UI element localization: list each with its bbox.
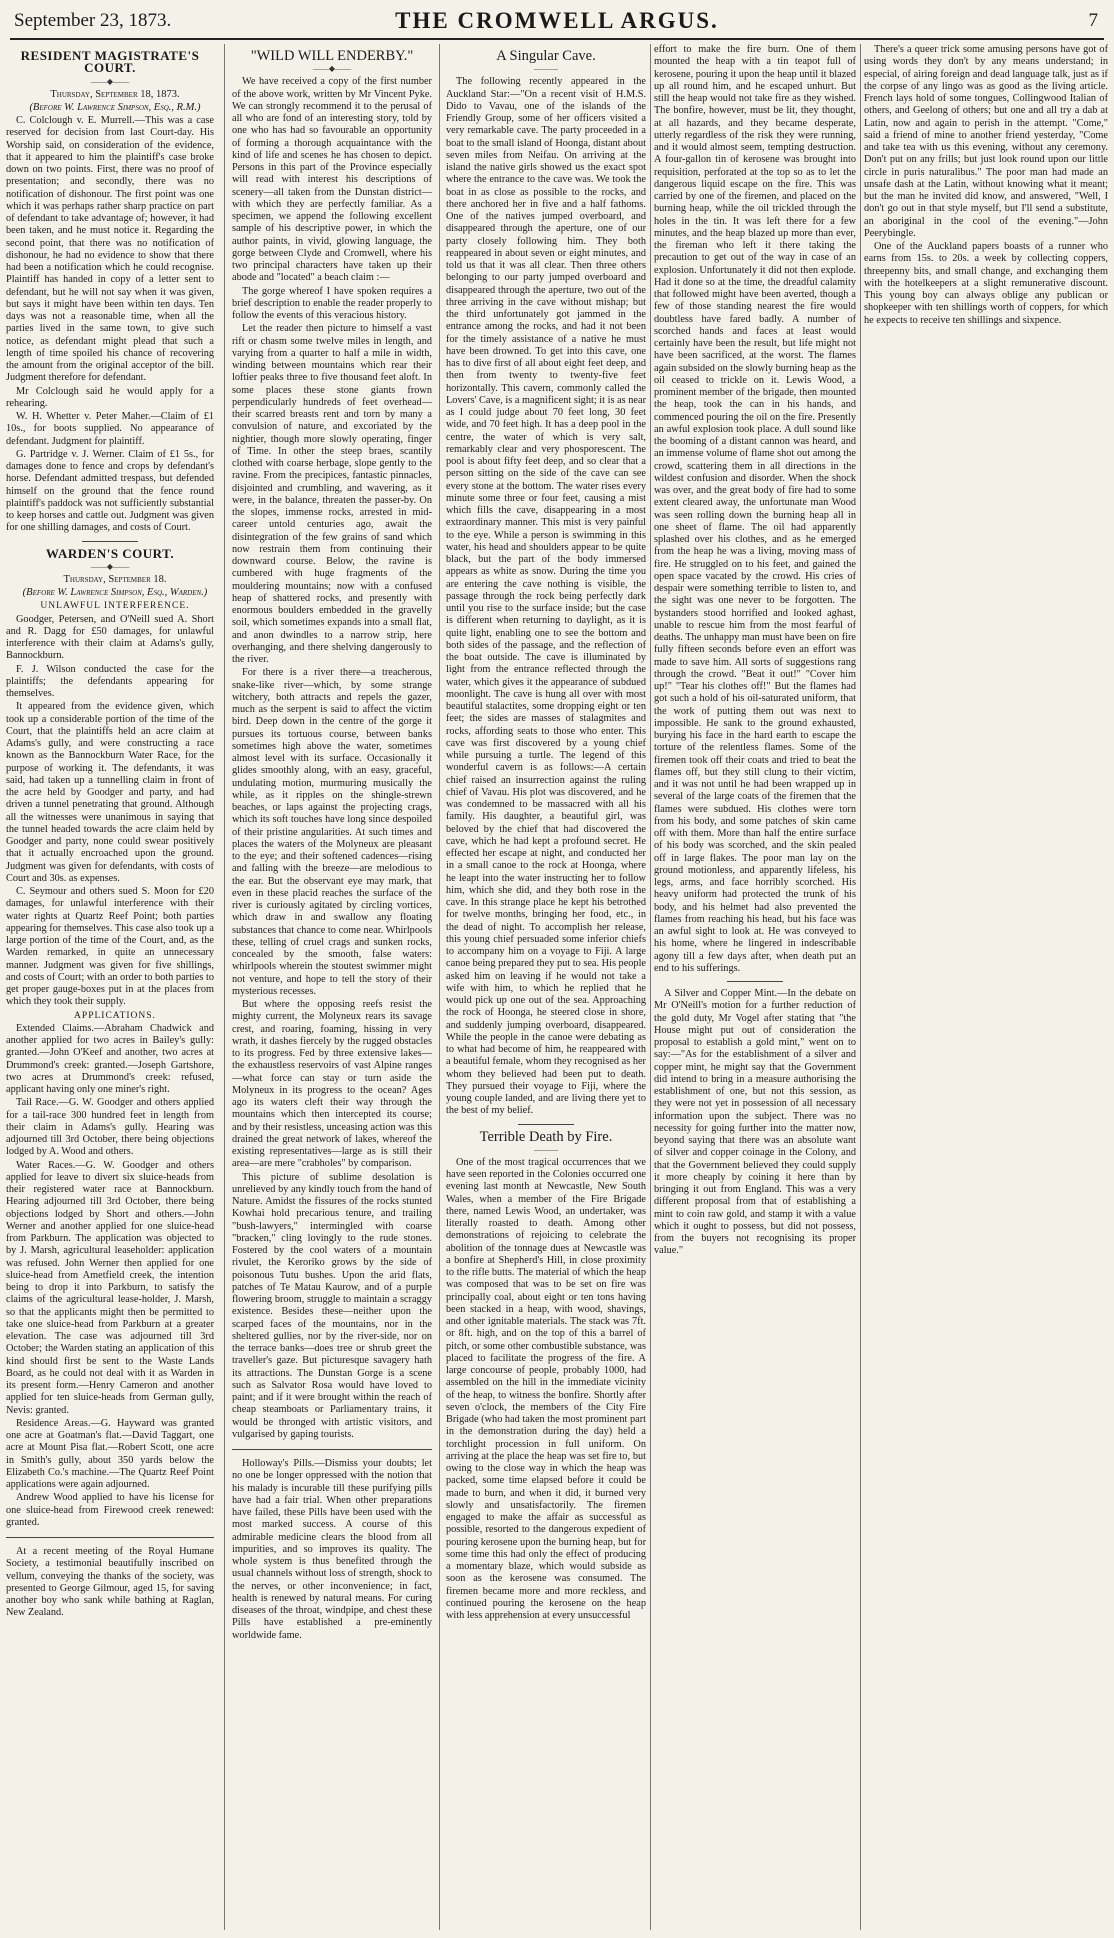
ornament-divider: ——— <box>534 1144 558 1154</box>
paragraph: The following recently appeared in the Auckland Star:—"On a recent visit of H.M.S. Dido to Vavau, one of the islands of the Friendly Group, some of her officers visited a very remarkable cave. The party proceeded in a boat to the small island of Hoonga, distant about seven miles from Neifau. On arriving at the island the native girls showed us the exact spot where the entrance to the cave was. We took the boat in as close as possible to the rocks, and there anchored her in five and a half fathoms. One of the natives jumped overboard, and disappeared through the aperture, one of our party closely following him. They both reappeared in about seven or eight minutes, and told us that it was all clear. Then three others belonging to our party jumped overboard and disappeared through the aperture, two out of the three arriving in the cave without mishap; but the third unfortunately got jammed in the entrance among the rocks, and had it not been for the timely assistance of a native he must have been drowned. To get into this cave, one has to dive first of all about eight feet deep, and then from twenty to twenty-five feet horizontally. This cavern, commonly called the Lovers' Cave, is a magnificent sight; it is as near as I could judge about 70 feet long, 30 feet wide, and 70 feet high. It has a deep pool in the centre, the water of which is very salt, remarkably clear and very phosporescent. The pool is about fifty feet deep, and so clear that a person sitting on the side of the cave can see every stone at the bottom. The water rises every minute some three or four feet, causing a mist which fills the cave, disappearing in a most extraordinary manner. This mist is very painful to the eye. While a person is swimming in this water, his head and shoulders appear to be quite black, but the part of the body immersed appears as white as snow. During the time you are entering the cave nothing is visible, the passage through the rock being perfectly dark until you rise to the surface inside; but the case is different when returning to daylight, as it is quite light, enabling one to see the bottom and both sides of the passage, and the reflection of the boat outside. The cave is illuminated by light from the entrance reflected through the water, which gives it the appearance of subdued moonlight. The cave is hung all over with most beautiful stalactites, some dropping eight or ten feet; the sides are masses of stalagmites and rocks, affording seats to those who enter. This cave was first discovered by a young chief while pursuing a turtle. The legend of this wonderful cavern is as follows:—A certain chief raised an insurrection against the ruling chief of Vavau. His plot was discovered, and he was condemned to be massacred with all his family. His daughter, a beautiful girl, was beloved by the chief that had discovered the cave, which he had kept a profound secret. He effected her escape at night, and conducted her in a small canoe to the rock at Hoonga, where he leapt into the water instructing her to follow him, which she did, and they both rose in the cave. In this strange place he kept his betrothed for twelve months, bringing her food, etc., in the dead of night. To accomplish her release, this young chief persuaded some inferior chiefs to accompany him on a voyage to Fiji. A large canoe being prepared they put to sea. His people asked him on leaving if he would not take a wife with him, to which he replied that he would pick up one out of the sea. Approaching the rock of Hoonga, he steered close in shore, and suddenly jumping overboard, disappeared. While the people in the canoe were debating as to what had become of him, he reappeared with a beautiful female, whom they recognised as her whom they believed had been put to death. They pursued their voyage to Fiji, where the young couple landed, and are living there yet to the best of my belief. <box>446 76 646 1117</box>
article-heading-wild-will-enderby: "WILD WILL ENDERBY." <box>250 48 414 64</box>
column-2 <box>232 44 432 1930</box>
newspaper-title: THE CROMWELL ARGUS. <box>395 8 719 33</box>
column-1 <box>6 44 214 1930</box>
article-heading-terrible-death: Terrible Death by Fire. <box>479 1128 613 1145</box>
issue-date: September 23, 1873. <box>14 10 172 31</box>
section-rule <box>727 981 783 982</box>
ornament-divider: ——◆—— <box>90 561 130 571</box>
column-3 <box>446 44 646 1930</box>
presiding-officer: (Before W. Lawrence Simpson, Esq., Warden.) <box>22 587 208 598</box>
advertisement: Holloway's Pills.—Dismiss your doubts; let no one be longer oppressed with the notion that his malady is incurable till these purifying pills have had a fair trial. When other preparations have failed, these Pills have been used with the most marked success. A course of this admirable medicine clears the blood from all impurities, and so improves its quality. The whole system is thus benefited through the usual channels without loss of strength, shock to the nerves, or other inconvenience; in fact, health is renewed by natural means. For curing diseases of the throat, windpipe, and chest these Pills have established a pre-eminently worldwide fame. <box>232 1458 432 1641</box>
paragraph: We have received a copy of the first number of the above work, written by Mr Vincent Pyke. We can strongly recommend it to the perusal of all who are fond of an interesting story, told by one who has had so favourable an opportunity of forming a thorough acquaintance with the kind of life and scenes he has chosen to depict. Persons in this part of the Province especially will read with interest his descriptions of scenery—all taken from the Dunstan district—with which they are perfectly familiar. As a specimen, we append the following excellent sample of his descriptive power, in which the author paints, in vivid, glowing language, the gorge between Clyde and Cromwell, where his two principal characters have taken up their abode and "located" a beach claim :— <box>232 76 432 284</box>
paragraph: The gorge whereof I have spoken requires a brief description to enable the reader properly to follow the events of this veracious history. <box>232 285 432 321</box>
paragraph: Mr Colclough said he would apply for a rehearing. <box>6 385 214 409</box>
paragraph: One of the Auckland papers boasts of a runner who earns from 15s. to 20s. a week by collecting coppers, threepenny bits, and small change, and exchanging them with the hotelkeepers at a slight remunerative discount. This young boy can always oblige any publican or shopkeeper with ten shillings worth of coppers, for which he expects to receive ten shillings and sixpence. <box>864 241 1108 326</box>
paragraph: F. J. Wilson conducted the case for the plaintiffs; the defendants appearing for themselves. <box>6 663 214 699</box>
article-heading-rm-court: RESIDENT MAGISTRATE'S COURT. <box>20 48 200 76</box>
dateline: Thursday, September 18, 1873. <box>50 88 180 100</box>
paragraph: It appeared from the evidence given, which took up a considerable portion of the time of the Court, that the plaintiffs held an acre claim at Adams's gully, and were constructing a race known as the Bannockburn Water Race, for the purpose of working it. The defendants, it was said, had taken up a tunnelling claim in front of the acre held by Goodger and party, and had driven a tunnel penetrating that ground. Although all the witnesses were unanimous in saying that the tunnel headed towards the acre claim held by Goodger and party, none could swear positively that it actually encroached upon the ground. Judgment was given for defendants, with costs of Court and 30s. as expenses. <box>6 701 214 884</box>
paragraph: A Silver and Copper Mint.—In the debate on Mr O'Neill's motion for a further reduction of the gold duty, Mr Vogel after stating that "the House might put out of consideration the proposal to establish a gold mint," went on to say:—"As for the establishment of a silver and copper mint, he might say that the Government did intend to bring in a measure authorising the establishment of one, but not this session, as they were not yet in possession of all necessary information upon the subject. There was no necessity for going further into the matter now, beyond saying that there was an absolute want of silver and copper coinage in the Colony, and that the Government believed they could supply it more cheaply by coining it here than by bringing it out from England. This was a very different proposal from that of establishing a mint to coin raw gold, and stamp it with a value which it ought to possess, but did not possess, from the buyers not recognising its proper value." <box>654 988 856 1257</box>
subheading: APPLICATIONS. <box>74 1010 156 1021</box>
section-rule <box>232 1449 432 1450</box>
paragraph: C. Colclough v. E. Murrell.—This was a case reserved for decision from last Court-day. His Worship said, on consideration of the evidence, that it appeared to him the plaintiff's case broke down on two points. First, there was no proof of presentation; and secondly, there was no notification of dishonour. The first point was one which it was perhaps rather sharp practice on part of defendant to take advantage of; however, it had been taken, and he must notice it. Regarding the second point, that there was no notification of dishonour, he had no evidence to show that there had been a notification which he could recognise. Plaintiff has handed in copy of a letter sent to defendant, but he will not say when it was given, but says it might have been within ten days. Ten days was not a reasonable time, when all the parties lived in the same town, to give such notice, as defendant might plead that such a length of time spoiled his chance of recovering the amount from the original acceptor of the bill. Judgment therefore for defendant. <box>6 115 214 384</box>
ornament-divider: ——◆—— <box>90 76 130 86</box>
ornament-divider: ——◆—— <box>312 64 352 74</box>
article-heading-singular-cave: A Singular Cave. <box>496 48 596 64</box>
masthead <box>10 6 1104 40</box>
article-heading-wardens-court: WARDEN'S COURT. <box>45 545 175 561</box>
subheading: UNLAWFUL INTERFERENCE. <box>40 601 190 612</box>
paragraph: This picture of sublime desolation is unrelieved by any kindly touch from the hand of Nature. Amidst the fissures of the rocks stunted Kowhai hold precarious tenure, and trailing "bush-lawyers," intermingled with coarse "bracken," cling lovingly to the rude stones. Fostered by the cool waters of a mountain rivulet, the Keroriko grows by the side of poisonous Tutu bushes. Upon the arid flats, patches of Te Matau Kaurow, and of a purple flowering broom, struggle to maintain a scraggy existence. Besides these—neither upon the scarped faces of the mountains, nor in the sheltered gullies, nor by the river-side, nor on the terrace banks—does tree or shrub greet the traveller's gaze. But picturesque savagery hath its attractions. The Dunstan Gorge is a scene such as Salvator Rosa would have loved to paint; and if it were brought within the reach of cheap steamboats or Parliamentary trains, it would be thronged with artistic visitors, and vulgarised by gaping tourists. <box>232 1171 432 1440</box>
presiding-officer: (Before W. Lawrence Simpson, Esq., R.M.) <box>29 101 201 113</box>
paragraph: G. Partridge v. J. Werner. Claim of £1 5s., for damages done to fence and crops by defendant's horse. Defendant admitted trespass, but defended himself on the ground that the fence round plaintiff's paddock was not sufficiently substantial to keep horses and cattle out. Judgment was given for one shilling damages, and costs of Court. <box>6 448 214 534</box>
paragraph: There's a queer trick some amusing persons have got of using words they don't by any means understand; in especial, of airing foreign and dead language talk, just as if the corpse of any lingo was as good as the living article. French lays hold of some tongues, Collingwood Italian of others, and Geelong of others; but one and all try a dab at Latin, now and again to perish in the attempt. "Come," said a friend of mine to another friend yesterday, "Come and take tea with us this evening, without any ceremony. Don't put on any frills; but just look round upon our little circle in puris naturalibus." The poor man had made an unsafe dash at the Latin, without knowing what it meant; but the man he invited did know, and answered, "Well, I don't go out in that style myself, but I'll send a substitute, an aboriginal in the cool of the evening."—John Peerybingle. <box>864 44 1108 239</box>
section-rule <box>82 541 138 542</box>
paragraph: Goodger, Petersen, and O'Neill sued A. Short and R. Dagg for £50 damages, for unlawful interference with their claim at Adams's gully, Bannockburn. <box>6 613 214 662</box>
paragraph: Extended Claims.—Abraham Chadwick and another applied for two acres in Bailey's gully: granted.—John O'Keef and another, two acres at Drummond's creek: granted.—Joseph Gartshore, two acres at Drummond's creek: refused, applicant having only one miner's right. <box>6 1022 214 1095</box>
paragraph: For there is a river there—a treacherous, snake-like river—which, by some strange witchery, both attracts and repels the gazer, much as the serpent is said to affect the victim bird. Deep down in the centre of the gorge it pursues its tortuous course, between banks sometimes high above the water, sometimes almost level with its surface. Occasionally it glides smoothly along, with an easy, graceful, undulating motion, murmuring musically the while, as it ripples on the shingle-strewn beaches, or laps against the projecting crags, which its soft touches have long since despoiled of their pristine angularities. At such times and places the waters of the Molyneux are pleasant to the eye; and their softened cadences—rising and falling with the breeze—are melodious to the ear. But the observant eye may mark, that even in these placid reaches the surface of the river is curiously agitated by circling vortices, which draw in and swallow any floating substances that chance to come near. Whirlpools these, telling of cruel crags and sunken rocks, concealed by the smooth, false waters: whirlpools wherein the stoutest swimmer might not venture, and hope to tell the story of their mysterious recesses. <box>232 667 432 997</box>
paragraph: One of the most tragical occurrences that we have seen reported in the Colonies occurred one evening last month at Newcastle, New South Wales, when a member of the Fire Brigade there, named Lewis Wood, an undertaker, was literally roasted to death. Among other demonstrations of rejoicing to celebrate the abolition of the tonnage dues at Newcastle was a bonfire at Shepherd's Hill, in close proximity to the rifle butts. The material of which the heap was composed that was to be set on fire was principally coal, about eight or ten tons having been stacked in a heap, with wood, shavings, and other ignitable materials. The stack was 7ft. or 8ft. high, and on the top of this a barrel of pitch, or some other combustible substance, was placed to facilitate the progress of the fire. A large concourse of people, probably 1000, had assembled on the hill in the immediate vicinity of the heap, to witness the bonfire. Shortly after seven o'clock, the members of the City Fire Brigade (who had taken the most prominent part in the demonstration during the day) held a torchlight procession in full uniform. On arriving at the place the heap was set fire to, but owing to the close way in which the heap was packed, some time elapsed before it could be made to burn, and when it did, it burned very slowly and unsatisfactorily. The firemen engaged to make the affair as successful as possible, resorted to the dangerous expedient of pouring kerosene upon the burning heap, but for some time this had only the effect of producing a momentary blaze, which would subside as soon as the kerosene was consumed. The firemen became more and more reckless, and continued pouring the kerosene on the heap with less apprehension at every unsuccessful <box>446 1156 646 1621</box>
paragraph: W. H. Whetter v. Peter Maher.—Claim of £1 10s., for boots supplied. No appearance of defendant. Judgment for plaintiff. <box>6 411 214 447</box>
section-rule <box>518 1124 574 1125</box>
section-rule <box>6 1537 214 1538</box>
paragraph: Let the reader then picture to himself a vast rift or chasm some twelve miles in length, and varying from a quarter to half a mile in width, winding between mountains which rear their loftier peaks three to five thousand feet aloft. In some places these stone giants frown perpendicularly hundreds of feet overhead—their scarred breasts rent and torn by many a convulsion of nature, and excoriated by the nightier, though more slowly operating, finger of Time. In other the steep braes, scantily clothed with coarse herbage, slope gently to the ravine. From the precipices, fantastic pinnacles, disjointed and crumbling, and wavering, as it were, in the balance, threaten the passer-by. On the slopes, immense rocks, arrested in mid-career untold centuries ago, await the disintegration of the few grains of sand which now restrain them from continuing their downward course. Below, the ravine is cumbered with huge fragments of the mouldering mountains; now with a confused heap of shattered rocks, and presently with enormous boulders embedded in the gravelly soil, which sometimes expands into a small flat, and anon dwindles to a narrow strip, here overhanging, and there shelving dangerously to the river. <box>232 323 432 665</box>
paragraph: At a recent meeting of the Royal Humane Society, a testimonial beautifully inscribed on vellum, conveying the thanks of the society, was presented to George Gilmour, aged 15, for saving another boy who sank while bathing at Raglan, New Zealand. <box>6 1546 214 1619</box>
paragraph: Andrew Wood applied to have his license for one sluice-head from Firewood creek renewed: granted. <box>6 1492 214 1528</box>
paragraph: effort to make the fire burn. One of them mounted the heap with a tin teapot full of kerosene, pouring it upon the heap until it blazed up all round him, and he escaped unhurt. But still the heap would not take fire as they wished. The bonfire, however, must be lit, they thought, at all hazards, and they became desperate, utterly regardless of the risk they were running, and it would almost seem, tempting destruction. A four-gallon tin of kerosene was brought into requisition, perforated at the top so as to let the dangerous liquid escape on the fire. This was carried by one of the firemen, and placed on the burning heap, while the oil trickled through the holes in the tin. It was left there for a few minutes, and the heap blazed up more than ever, the fireman who left it there taking the precaution to get out of the way in case of an explosion. Unfortunately it did not then explode. Had it done so at the time, the dreadful calamity that followed might have been averted, though a few of those standing nearest the fire would doubtless have fared badly. A number of scorched hands and faces at least would certainly have been the result, but life might not have been sacrificed, at the worst. The flames again subsided on the slowly burning heap as the oil ceased to trickle on it. Lewis Wood, a prominent member of the brigade, then mounted the heap, took the can in his hands, and commenced pouring the oil on the fire. Presently an awful explosion took place. A dull sound like the booming of a distant cannon was heard, and an immense volume of flame shot out among the crowd, scattering them in all directions in the wildest confusion and disorder. When the shock was over, and the great body of fire had to some extent cleared away, the unfortunate man Wood was seen rolling down the burning heap all in one sheet of flame. The oil had apparently splashed over his clothes, and as he emerged from the heap he was a living, moving mass of fire. He struggled on to his feet, and gained the open space vacated by the crowd. His cries of despair were something terrible to listen to, and the sight was one never to be forgotten. The bystanders stood horrified and looked aghast, unable to rescue him from the most fearful of deaths. The unhappy man must have been on fire fully fifteen seconds before even an effort was made to save him. All sorts of suggestions rang through the crowd. "Beat it out!" "Cover him up!" "Tear his clothes off!" But the flames had got such a hold of his oil-saturated uniform, that the work of putting them out was next to impossible. He sank to the ground exhausted, burying his face in the hard earth to escape the torture of the relentless flames. Some of the firemen took off their coats and tried to beat the flames off, but they still clung to their victim, and it was not until he had been wrapped up in several of the large coats of the firemen that the flames were subdued. His clothes were torn from his body, and some patches of skin came off with them. More than half the entire surface of his body was scorched, and the skin pealed off in large flakes. The poor man lay on the ground motionless, and apparently lifeless, his legs, arms, and face horribly scorched. His heavy uniform had protected the trunk of his body, and his helmet had also prevented the flames from reaching his head, but his face was an awful sight to look at. He was conveyed to his home, where he lingered in indescribable agony till a few days after, when death put an end to his sufferings. <box>654 44 856 974</box>
paragraph: Residence Areas.—G. Hayward was granted one acre at Goatman's flat.—David Taggart, one acre at Mount Pisa flat.—Robert Scott, one acre in Smith's gully, about 350 yards below the Elizabeth Co.'s machine.—The Quartz Reef Point applications were again adjourned. <box>6 1417 214 1490</box>
paragraph: C. Seymour and others sued S. Moon for £20 damages, for unlawful interference with their water rights at Quartz Reef Point; both parties appearing for themselves. This case also took up a large portion of the time of the Court, and, as the Warden remarked, in quite an unnecessary manner. Judgment was given for five shillings, and costs of Court; with an order to both parties to get proper gauge-boxes put in at the places from which they took their supply. <box>6 886 214 1008</box>
paragraph: Water Races.—G. W. Goodger and others applied for leave to divert six sluice-heads from their registered water race at Bannockburn. Hearing adjourned till 3rd October, there being objections lodged by Short and others.—John Werner and another applied for one sluice-head from Parkburn. The application was objected to by J. Marsh, agricultural leaseholder: application was refused. John Werner then applied for one sluice-head from Ametfield creek, the intention being to drop it into Parkburn, to satisfy the claims of the agricultural lease-holder, J. Marsh, so that the applicants might then be permitted to take one sluice-head from Parkburn at a greater elevation. The case was adjourned till 3rd October; the Warden stating an application of this kind should first be sent to the Waste Lands Board, as he could not deal with it as Warden in its present form.—Henry Cameron and another applied for ten sluice-heads from German gully, Nevis: granted. <box>6 1159 214 1416</box>
column-divider <box>650 44 651 1930</box>
ornament-divider: ——— <box>534 64 558 74</box>
page-number: 7 <box>1088 10 1098 31</box>
paragraph: But where the opposing reefs resist the mighty current, the Molyneux rears its savage crest, and roaring, foaming, hissing in very wrath, it dashes fiercely by the rugged obstacles to its progress. Fed by three extensive lakes—the exhaustless reservoirs of vast Alpine ranges—what force can stay or turn aside the Molyneux in its progress to the ocean? Ages ago its waters cleft their way through the mountains which then intercepted its course; and by their resistless, unceasing action was this drained the great network of lakes, whereof the existing representatives—large as is still their area—are mere "crabholes" by comparison. <box>232 999 432 1170</box>
column-divider <box>439 44 440 1930</box>
column-divider <box>224 44 225 1930</box>
column-divider <box>860 44 861 1930</box>
dateline: Thursday, September 18. <box>63 573 167 585</box>
column-5 <box>864 44 1108 1930</box>
paragraph: Tail Race.—G. W. Goodger and others applied for a tail-race 300 hundred feet in length from their claim in Adams's gully. Hearing was adjourned till 3rd October, there being objections lodged by A. Wood and others. <box>6 1097 214 1158</box>
column-4 <box>654 44 856 1930</box>
